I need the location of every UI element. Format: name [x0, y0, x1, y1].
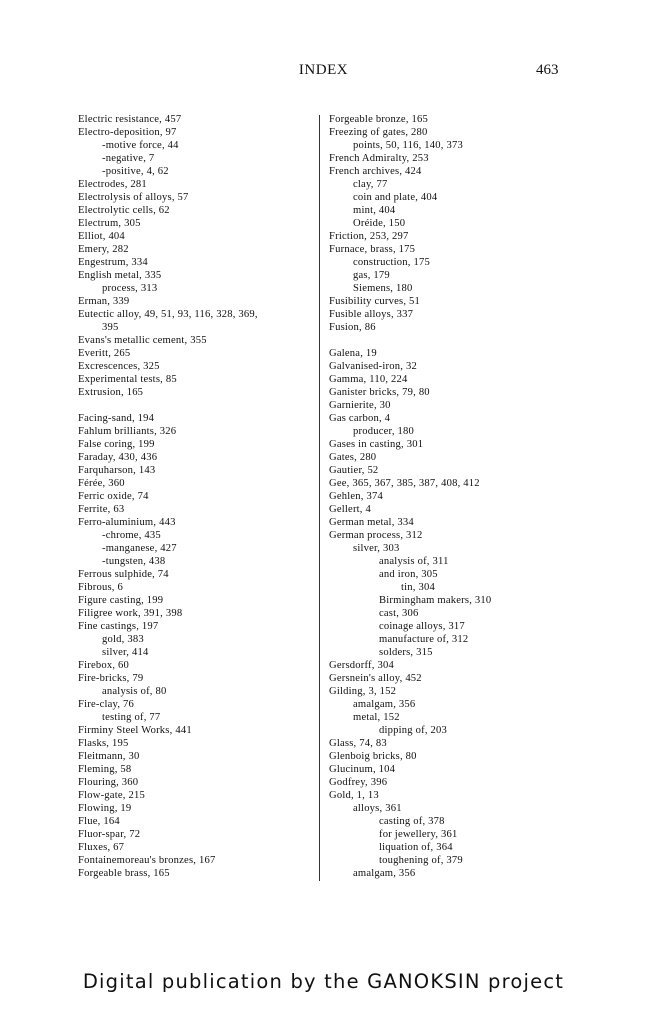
index-entry: -motive force, 44	[102, 140, 179, 151]
index-entry: Ferrous sulphide, 74	[78, 569, 169, 580]
index-entry: Fusible alloys, 337	[329, 309, 414, 320]
index-entry: Firebox, 60	[78, 660, 130, 671]
index-entry: Flue, 164	[78, 816, 120, 827]
index-entry: Farquharson, 143	[78, 465, 156, 476]
index-entry: Flouring, 360	[78, 777, 139, 788]
index-entry: Glucinum, 104	[329, 764, 396, 775]
index-entry: -tungsten, 438	[102, 556, 166, 567]
index-entry: silver, 303	[353, 543, 400, 554]
index-entry: Fluxes, 67	[78, 842, 125, 853]
index-entry: Fusion, 86	[329, 322, 376, 333]
index-entry: Férée, 360	[78, 478, 125, 489]
index-entry: alloys, 361	[353, 803, 402, 814]
column-divider	[319, 115, 320, 881]
index-entry: Everitt, 265	[78, 348, 131, 359]
index-entry: and iron, 305	[379, 569, 438, 580]
index-entry: French Admiralty, 253	[329, 153, 429, 164]
index-entry: Gilding, 3, 152	[329, 686, 397, 697]
index-entry: liquation of, 364	[379, 842, 453, 853]
index-entry: Elliot, 404	[78, 231, 125, 242]
index-entry: Evans's metallic cement, 355	[78, 335, 207, 346]
index-entry: Gersnein's alloy, 452	[329, 673, 422, 684]
index-entry: Gersdorff, 304	[329, 660, 394, 671]
index-entry: Ferro-aluminium, 443	[78, 517, 176, 528]
index-entry: Filigree work, 391, 398	[78, 608, 183, 619]
index-entry: Flowing, 19	[78, 803, 132, 814]
section-gap	[329, 334, 549, 347]
index-entry: casting of, 378	[379, 816, 445, 827]
index-entry: Electrolysis of alloys, 57	[78, 192, 189, 203]
index-entry: French archives, 424	[329, 166, 422, 177]
index-entry: Figure casting, 199	[78, 595, 164, 606]
index-entry: cast, 306	[379, 608, 419, 619]
index-entry: Friction, 253, 297	[329, 231, 409, 242]
page-title: INDEX	[298, 62, 349, 78]
index-entry: Erman, 339	[78, 296, 130, 307]
index-entry: process, 313	[102, 283, 158, 294]
index-entry: Siemens, 180	[353, 283, 413, 294]
index-entry: tin, 304	[401, 582, 435, 593]
section-gap	[78, 399, 316, 412]
index-entry: Birmingham makers, 310	[379, 595, 492, 606]
index-entry: 395	[102, 322, 119, 333]
index-entry: -chrome, 435	[102, 530, 161, 541]
index-entry: Fleitmann, 30	[78, 751, 140, 762]
index-entry: Fire-clay, 76	[78, 699, 135, 710]
index-entry: Godfrey, 396	[329, 777, 388, 788]
index-entry: Gamma, 110, 224	[329, 374, 408, 385]
index-entry: Gases in casting, 301	[329, 439, 424, 450]
index-entry: gas, 179	[353, 270, 390, 281]
index-entry: points, 50, 116, 140, 373	[353, 140, 463, 151]
index-entry: -manganese, 427	[102, 543, 177, 554]
index-entry: Flasks, 195	[78, 738, 129, 749]
index-entry: Faraday, 430, 436	[78, 452, 158, 463]
index-entry: coin and plate, 404	[353, 192, 438, 203]
index-entry: Electro-deposition, 97	[78, 127, 177, 138]
index-entry: coinage alloys, 317	[379, 621, 465, 632]
index-entry: Galena, 19	[329, 348, 377, 359]
index-entry: Fluor-spar, 72	[78, 829, 141, 840]
index-entry: producer, 180	[353, 426, 415, 437]
index-entry: Electrodes, 281	[78, 179, 147, 190]
index-column-left	[78, 113, 316, 880]
index-entry: Electric resistance, 457	[78, 114, 182, 125]
index-entry: Firminy Steel Works, 441	[78, 725, 192, 736]
index-entry: dipping of, 203	[379, 725, 448, 736]
index-entry: clay, 77	[353, 179, 388, 190]
index-entry: German process, 312	[329, 530, 423, 541]
index-entry: silver, 414	[102, 647, 149, 658]
index-entry: Flow-gate, 215	[78, 790, 145, 801]
index-entry: English metal, 335	[78, 270, 162, 281]
index-entry: German metal, 334	[329, 517, 414, 528]
index-entry: Gehlen, 374	[329, 491, 383, 502]
index-entry: Ganister bricks, 79, 80	[329, 387, 430, 398]
index-entry: analysis of, 80	[102, 686, 167, 697]
index-entry: gold, 383	[102, 634, 144, 645]
index-entry: Forgeable brass, 165	[78, 868, 170, 879]
index-entry: Gellert, 4	[329, 504, 372, 515]
index-entry: Forgeable bronze, 165	[329, 114, 429, 125]
index-entry: Extrusion, 165	[78, 387, 144, 398]
index-entry: Ferrite, 63	[78, 504, 125, 515]
index-entry: Experimental tests, 85	[78, 374, 177, 385]
index-entry: Gautier, 52	[329, 465, 379, 476]
index-entry: Gee, 365, 367, 385, 387, 408, 412	[329, 478, 480, 489]
index-entry: Emery, 282	[78, 244, 129, 255]
index-entry: Gas carbon, 4	[329, 413, 391, 424]
index-entry: Fusibility curves, 51	[329, 296, 421, 307]
index-entry: False coring, 199	[78, 439, 155, 450]
index-column-right	[329, 113, 549, 880]
page-number: 463	[536, 62, 559, 78]
index-entry: Electrolytic cells, 62	[78, 205, 170, 216]
index-entry: Eutectic alloy, 49, 51, 93, 116, 328, 369,	[78, 309, 258, 320]
index-entry: Electrum, 305	[78, 218, 141, 229]
index-entry: Fleming, 58	[78, 764, 132, 775]
index-entry: amalgam, 356	[353, 868, 416, 879]
index-entry: Fahlum brilliants, 326	[78, 426, 177, 437]
index-entry: Glass, 74, 83	[329, 738, 387, 749]
index-entry: Galvanised-iron, 32	[329, 361, 417, 372]
index-entry: metal, 152	[353, 712, 400, 723]
index-entry: amalgam, 356	[353, 699, 416, 710]
index-entry: Furnace, brass, 175	[329, 244, 416, 255]
index-entry: Fibrous, 6	[78, 582, 123, 593]
index-entry: Fine castings, 197	[78, 621, 159, 632]
index-entry: -positive, 4, 62	[102, 166, 169, 177]
index-entry: Fontainemoreau's bronzes, 167	[78, 855, 216, 866]
index-entry: solders, 315	[379, 647, 433, 658]
index-entry: Glenboig bricks, 80	[329, 751, 417, 762]
index-entry: Garnierite, 30	[329, 400, 391, 411]
index-entry: construction, 175	[353, 257, 430, 268]
index-entry: Fire-bricks, 79	[78, 673, 144, 684]
index-entry: -negative, 7	[102, 153, 155, 164]
index-entry: Gates, 280	[329, 452, 377, 463]
index-entry: testing of, 77	[102, 712, 161, 723]
index-entry: Facing-sand, 194	[78, 413, 155, 424]
index-entry: manufacture of, 312	[379, 634, 469, 645]
index-entry: Ferric oxide, 74	[78, 491, 149, 502]
index-entry: for jewellery, 361	[379, 829, 458, 840]
index-entry: analysis of, 311	[379, 556, 449, 567]
footer-credit: Digital publication by the GANOKSIN project	[82, 970, 565, 993]
index-entry: Engestrum, 334	[78, 257, 148, 268]
index-entry: Oréide, 150	[353, 218, 406, 229]
index-entry: Freezing of gates, 280	[329, 127, 428, 138]
index-entry: Gold, 1, 13	[329, 790, 379, 801]
index-entry: mint, 404	[353, 205, 396, 216]
index-entry: toughening of, 379	[379, 855, 463, 866]
index-entry: Excrescences, 325	[78, 361, 160, 372]
